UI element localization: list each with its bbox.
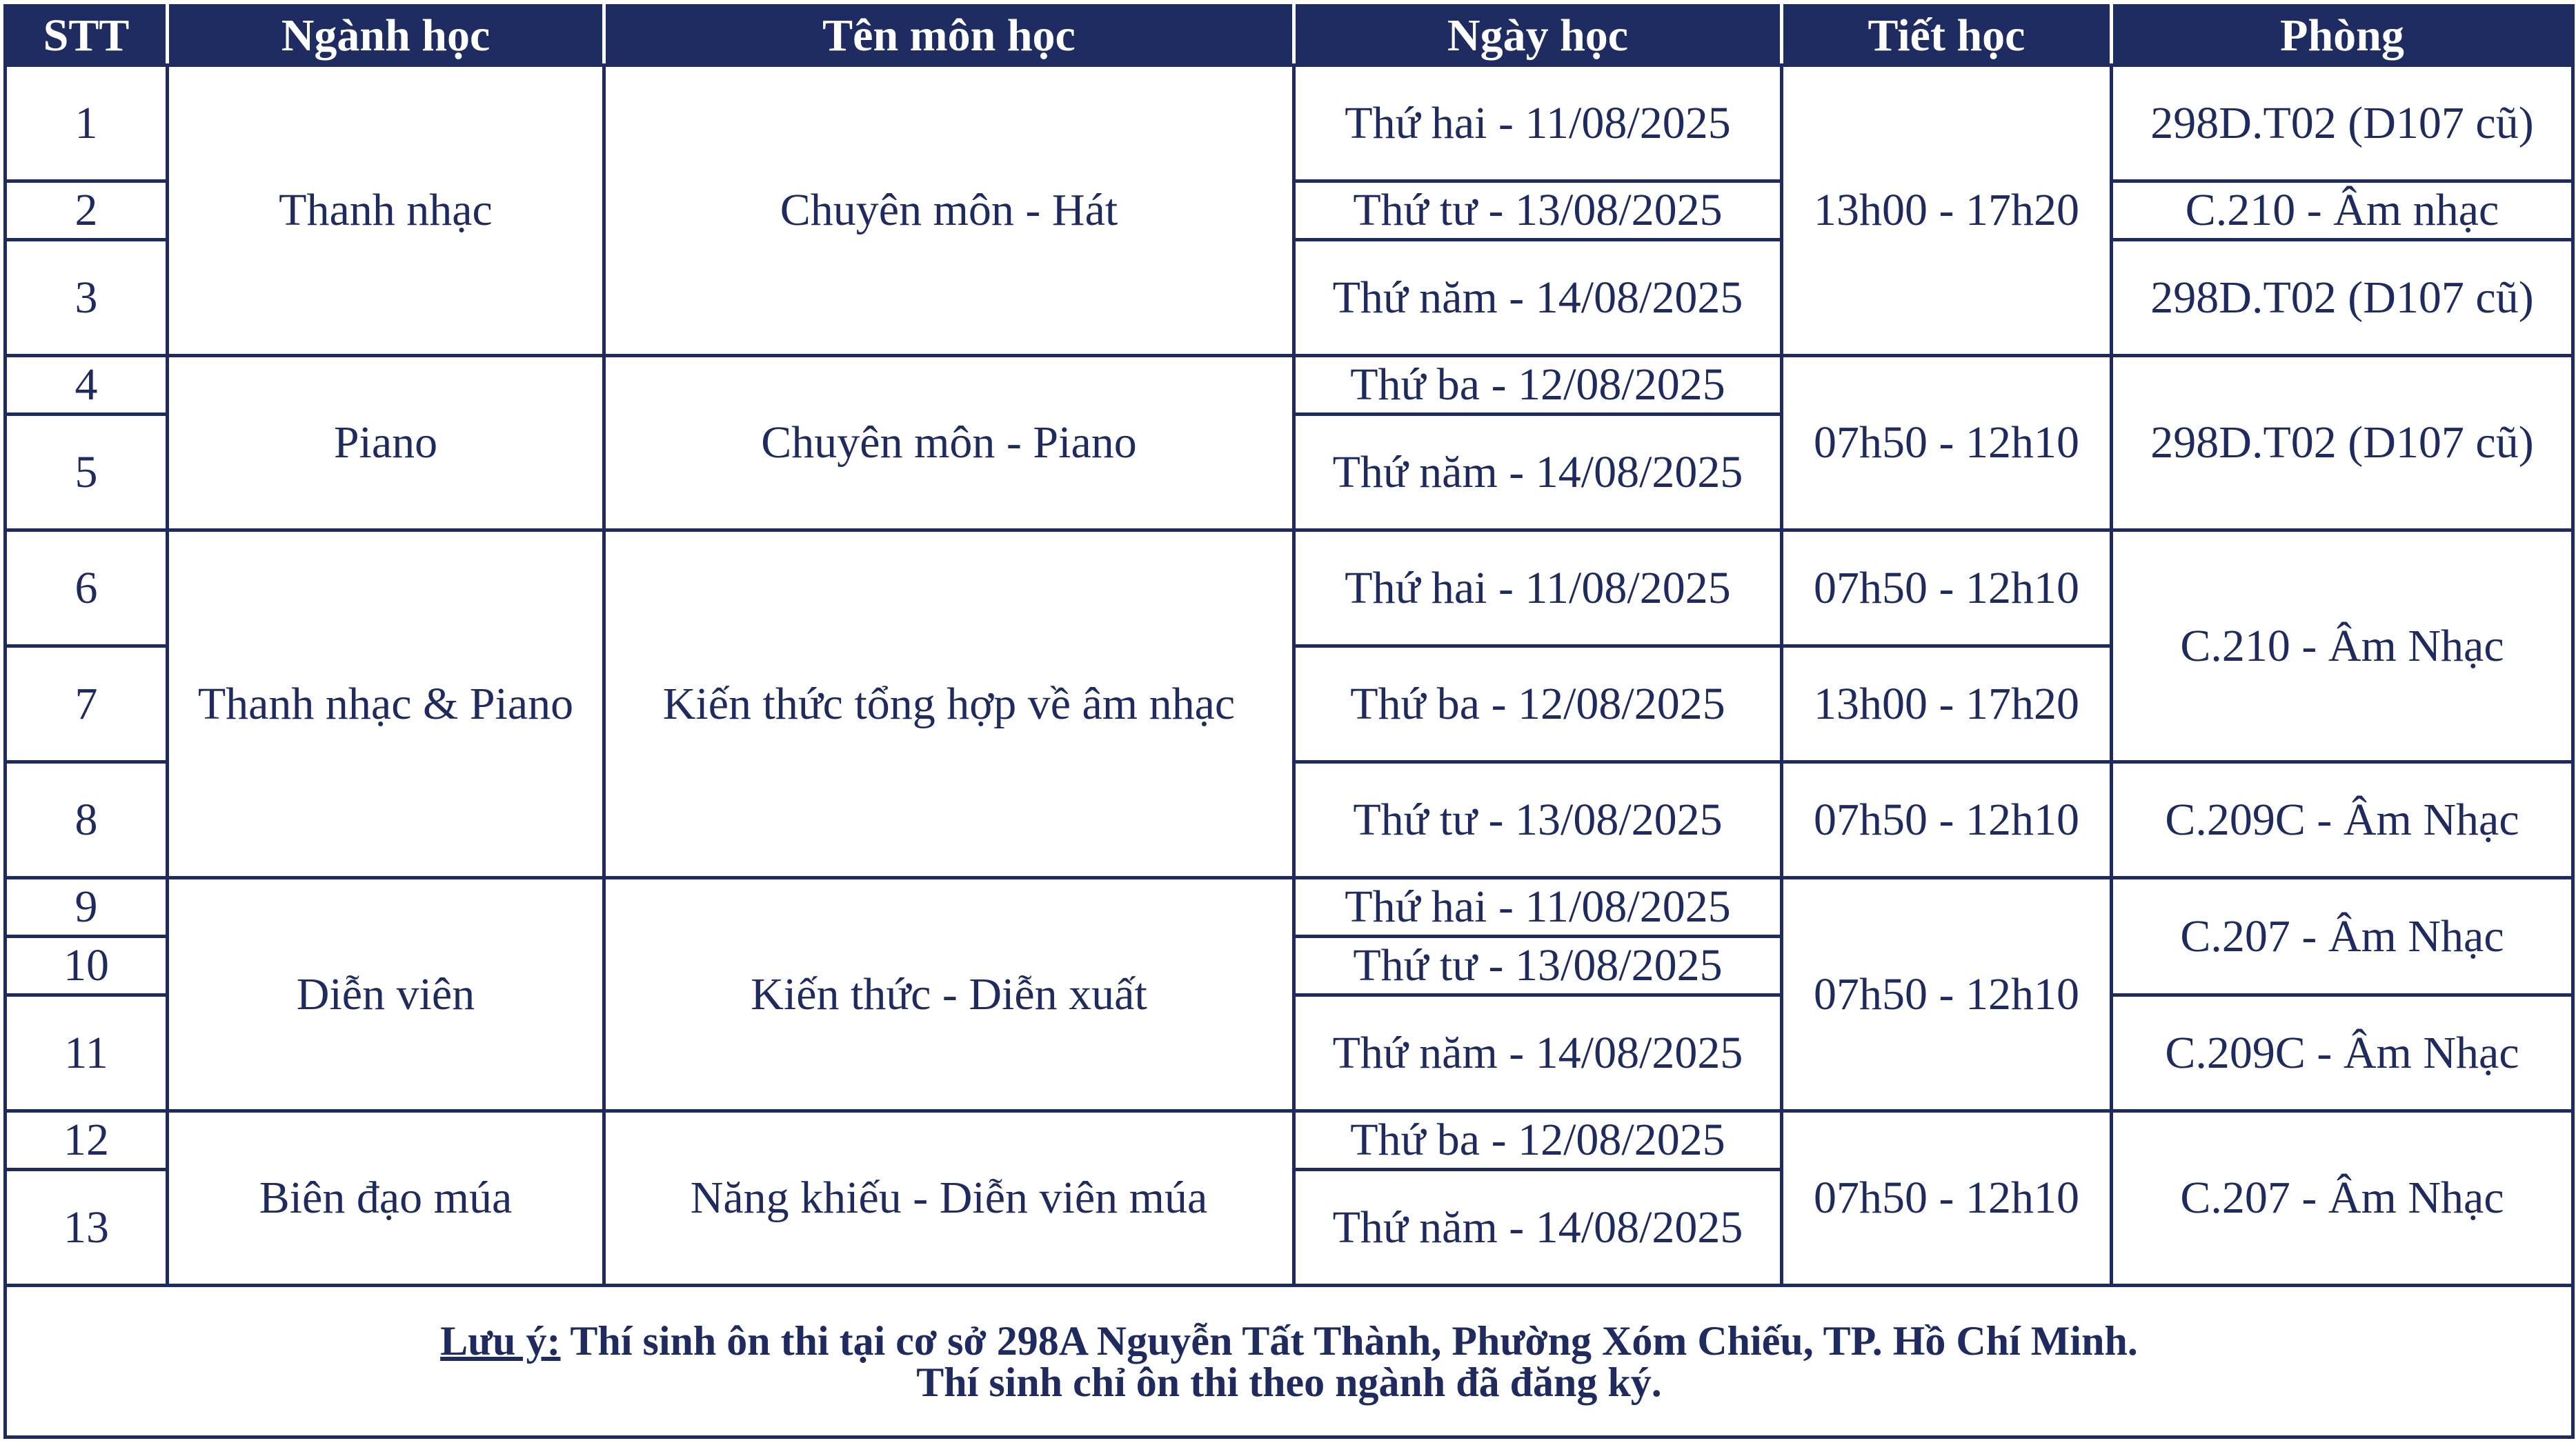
period-cell: 07h50 - 12h10 [1782,878,2112,1111]
period-cell: 07h50 - 12h10 [1782,530,2112,646]
date-cell: Thứ tư - 13/08/2025 [1294,762,1782,878]
subject-cell: Kiến thức tổng hợp về âm nhạc [604,530,1294,878]
table-row [6,878,2573,937]
table-row [6,1111,2573,1170]
header-subject: Tên môn học [604,6,1294,66]
header-row [6,6,2573,66]
stt-cell: 13 [6,1170,168,1286]
room-cell: C.210 - Âm Nhạc [2112,530,2573,762]
date-cell: Thứ tư - 13/08/2025 [1294,937,1782,995]
stt-cell: 10 [6,937,168,995]
note-label: Lưu ý: [440,1317,561,1364]
note-row [6,1286,2573,1437]
date-cell: Thứ ba - 12/08/2025 [1294,1111,1782,1170]
stt-cell: 6 [6,530,168,646]
major-cell: Diễn viên [168,878,604,1111]
room-cell: C.210 - Âm nhạc [2112,181,2573,240]
room-cell: 298D.T02 (D107 cũ) [2112,356,2573,530]
stt-cell: 7 [6,646,168,762]
date-cell: Thứ tư - 13/08/2025 [1294,181,1782,240]
schedule-table [3,4,2575,1439]
date-cell: Thứ hai - 11/08/2025 [1294,66,1782,181]
room-cell: 298D.T02 (D107 cũ) [2112,240,2573,356]
subject-cell: Chuyên môn - Hát [604,66,1294,356]
room-cell: C.207 - Âm Nhạc [2112,1111,2573,1286]
period-cell: 07h50 - 12h10 [1782,1111,2112,1286]
period-cell: 07h50 - 12h10 [1782,356,2112,530]
note-text-1: Thí sinh ôn thi tại cơ sở 298A Nguyễn Tất Thành, Phường Xóm Chiếu, TP. Hồ Chí Minh. [560,1317,2138,1364]
room-cell: C.209C - Âm Nhạc [2112,762,2573,878]
room-cell: C.209C - Âm Nhạc [2112,995,2573,1111]
note-line-2: Thí sinh chỉ ôn thi theo ngành đã đăng ký. [916,1359,1662,1405]
header-major: Ngành học [168,6,604,66]
stt-cell: 4 [6,356,168,415]
header-date: Ngày học [1294,6,1782,66]
stt-cell: 3 [6,240,168,356]
date-cell: Thứ ba - 12/08/2025 [1294,646,1782,762]
subject-cell: Chuyên môn - Piano [604,356,1294,530]
date-cell: Thứ hai - 11/08/2025 [1294,878,1782,937]
major-cell: Piano [168,356,604,530]
stt-cell: 1 [6,66,168,181]
major-cell: Biên đạo múa [168,1111,604,1286]
note-line-1 [7,1317,2571,1364]
table-row [6,356,2573,415]
period-cell: 07h50 - 12h10 [1782,762,2112,878]
date-cell: Thứ năm - 14/08/2025 [1294,415,1782,530]
stt-cell: 5 [6,415,168,530]
date-cell: Thứ hai - 11/08/2025 [1294,530,1782,646]
subject-cell: Năng khiếu - Diễn viên múa [604,1111,1294,1286]
stt-cell: 12 [6,1111,168,1170]
date-cell: Thứ năm - 14/08/2025 [1294,240,1782,356]
major-cell: Thanh nhạc & Piano [168,530,604,878]
table-row [6,66,2573,181]
header-period: Tiết học [1782,6,2112,66]
stt-cell: 8 [6,762,168,878]
stt-cell: 2 [6,181,168,240]
subject-cell: Kiến thức - Diễn xuất [604,878,1294,1111]
note-cell [6,1286,2573,1437]
period-cell: 13h00 - 17h20 [1782,646,2112,762]
stt-cell: 9 [6,878,168,937]
table-row [6,530,2573,646]
stt-cell: 11 [6,995,168,1111]
header-room: Phòng [2112,6,2573,66]
header-stt: STT [6,6,168,66]
room-cell: 298D.T02 (D107 cũ) [2112,66,2573,181]
period-cell: 13h00 - 17h20 [1782,66,2112,356]
date-cell: Thứ ba - 12/08/2025 [1294,356,1782,415]
date-cell: Thứ năm - 14/08/2025 [1294,995,1782,1111]
major-cell: Thanh nhạc [168,66,604,356]
date-cell: Thứ năm - 14/08/2025 [1294,1170,1782,1286]
room-cell: C.207 - Âm Nhạc [2112,878,2573,995]
